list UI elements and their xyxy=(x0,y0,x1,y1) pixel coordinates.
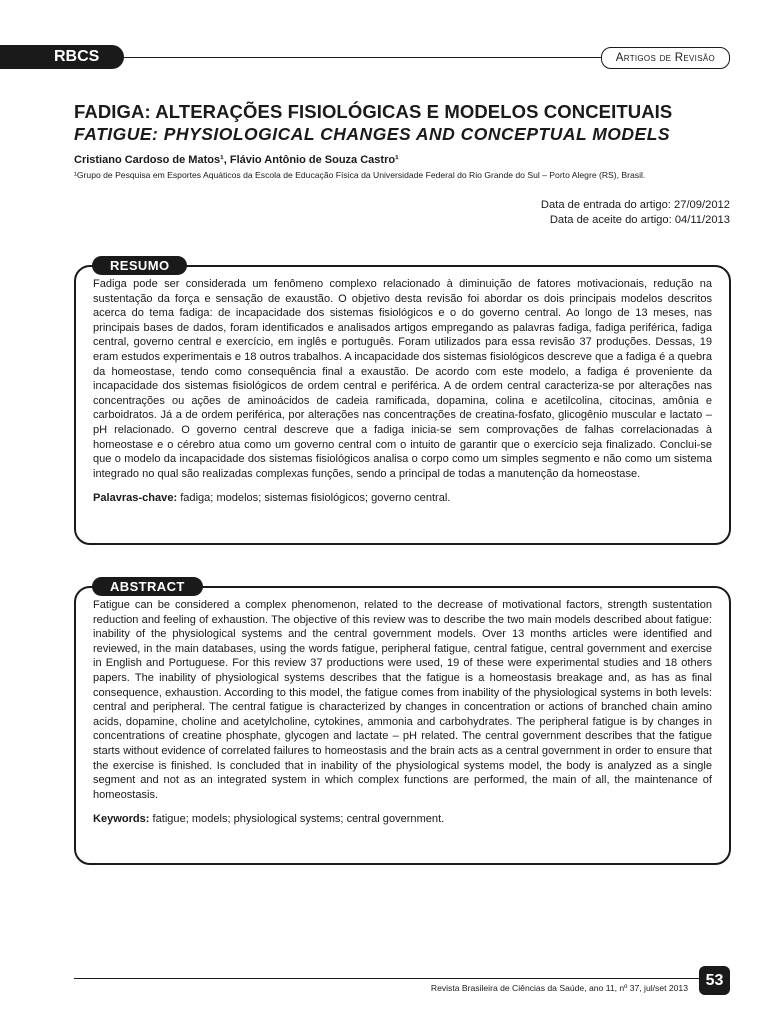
resumo-keywords xyxy=(93,491,712,506)
resumo-keywords-label: Palavras-chave: xyxy=(93,492,178,505)
resumo-box xyxy=(74,265,731,545)
date-received: Data de entrada do artigo: 27/09/2012 xyxy=(540,199,730,211)
footer-rule xyxy=(74,978,710,979)
affiliation: ¹Grupo de Pesquisa em Esportes Aquáticos da Escola de Educação Física da Universidade Federal do Rio Grande do Sul – Porto Alegre (RS), Brasil. xyxy=(74,170,646,180)
resumo-keywords-list: fadiga; modelos; sistemas fisiológicos; governo central. xyxy=(177,492,451,505)
section-tag: Artigos de Revisão xyxy=(601,47,730,69)
abstract-keywords-list: fatigue; models; physiological systems; central government. xyxy=(149,813,445,826)
resumo-label: RESUMO xyxy=(92,256,187,275)
title-pt: FADIGA: ALTERAÇÕES FISIOLÓGICAS E MODELOS CONCEITUAIS xyxy=(74,101,673,122)
page-number: 53 xyxy=(699,966,730,995)
abstract-box xyxy=(74,586,731,865)
resumo-text: Fadiga pode ser considerada um fenômeno complexo relacionado à diminuição de fatores motivacionais, redução na sustentação da força e sensação de exaustão. O objetivo desta revisão foi abordar os dois principais modelos descritos acerca do tema fadiga: de incapacidade dos sistemas fisiológicos e o do governo central. Ao longo de 13 meses, nas principais bases de dados, foram identificados e analisados artigos empregando as palavras fadiga, fadiga periférica, fadiga central, governo central e exercício, em inglês e português. Foram utilizados para essa revisão 37 produções. Dessas, 19 eram estudos experimentais e 18 outros trabalhos. A incapacidade dos sistemas fisiológicos descreve que a fadiga é a quebra da homeostase, tendo como consequência final a exaustão. De acordo com este modelo, a fadiga é proveniente da incapacidade dos sistemas fisiológicos de ordem central e periférica. A de ordem central caracteriza-se por alterações nas concentrações ou ações de aminoácidos de cadeia ramificada, dopamina, colina e acetilcolina, citocinas, amônia e carboidratos. Já a de ordem periférica, por alterações nas concentrações de creatina-fosfato, glicogênio muscular e lactato – pH relacionado. O governo central descreve que a fadiga inicia-se sem comprovações de falhas correlacionadas à homeostase e o cérebro atua como um governo central com o intuito de garantir que o exercício seja finalizado. Conclui-se que o modelo da incapacidade dos sistemas fisiológicos analisa o corpo como um simples segmento e não como um sistema integrado no qual são realizadas complexas funções, sendo a principal de todas a manutenção da homeostase. xyxy=(93,278,712,480)
journal-abbr-tab: RBCS xyxy=(0,45,124,69)
date-accepted: Data de aceite do artigo: 04/11/2013 xyxy=(549,214,730,226)
abstract-text: Fatigue can be considered a complex phenomenon, related to the decrease of motivational factors, strength sustentation reduction and feeling of exhaustion. The objective of this review was to describe the two main models described about fatigue: inability of the physiological systems and the central government models. Over 13 months articles were identified and reviewed, in the main databases, using the words fatigue, peripheral fatigue, central fatigue, central government and exercise in English and Portuguese. For this review 37 productions were used, 19 of these were experimental studies and 18 others papers. The inability of physiological systems describes that the fatigue is a homeostasis breakage and, as has as final consequence, exhaustion. According to this model, the fatigue comes from inability of the physiological systems in both levels: central and peripheral. The central fatigue is characterized by changes in concentration or actions of branched chain amino acids, dopamine, choline and acetylcholine, cytokines, ammonia and carbohydrates. The peripheral fatigue is by changes in concentrations of creatine phosphate, glycogen and lactate – pH related. The central government describes that the fatigue starts without evidence of correlated failures to homeostasis and the brain acts as a central government in order to ensure that the exercise is finished. Is concluded that in inability of the physiological systems model, the body is analyzed as a single segment and not as an integrated system in which complex functions are performed, the main of all, the maintenance of homeostasis. xyxy=(93,599,712,801)
title-en: FATIGUE: PHYSIOLOGICAL CHANGES AND CONCEPTUAL MODELS xyxy=(74,124,671,144)
abstract-keywords-label: Keywords: xyxy=(93,813,150,826)
footer-citation: Revista Brasileira de Ciências da Saúde, ano 11, nº 37, jul/set 2013 xyxy=(430,983,688,993)
authors: Cristiano Cardoso de Matos¹, Flávio Antônio de Souza Castro¹ xyxy=(74,154,399,166)
article-dates xyxy=(541,198,730,228)
abstract-label: ABSTRACT xyxy=(92,577,203,596)
abstract-keywords xyxy=(93,812,712,827)
